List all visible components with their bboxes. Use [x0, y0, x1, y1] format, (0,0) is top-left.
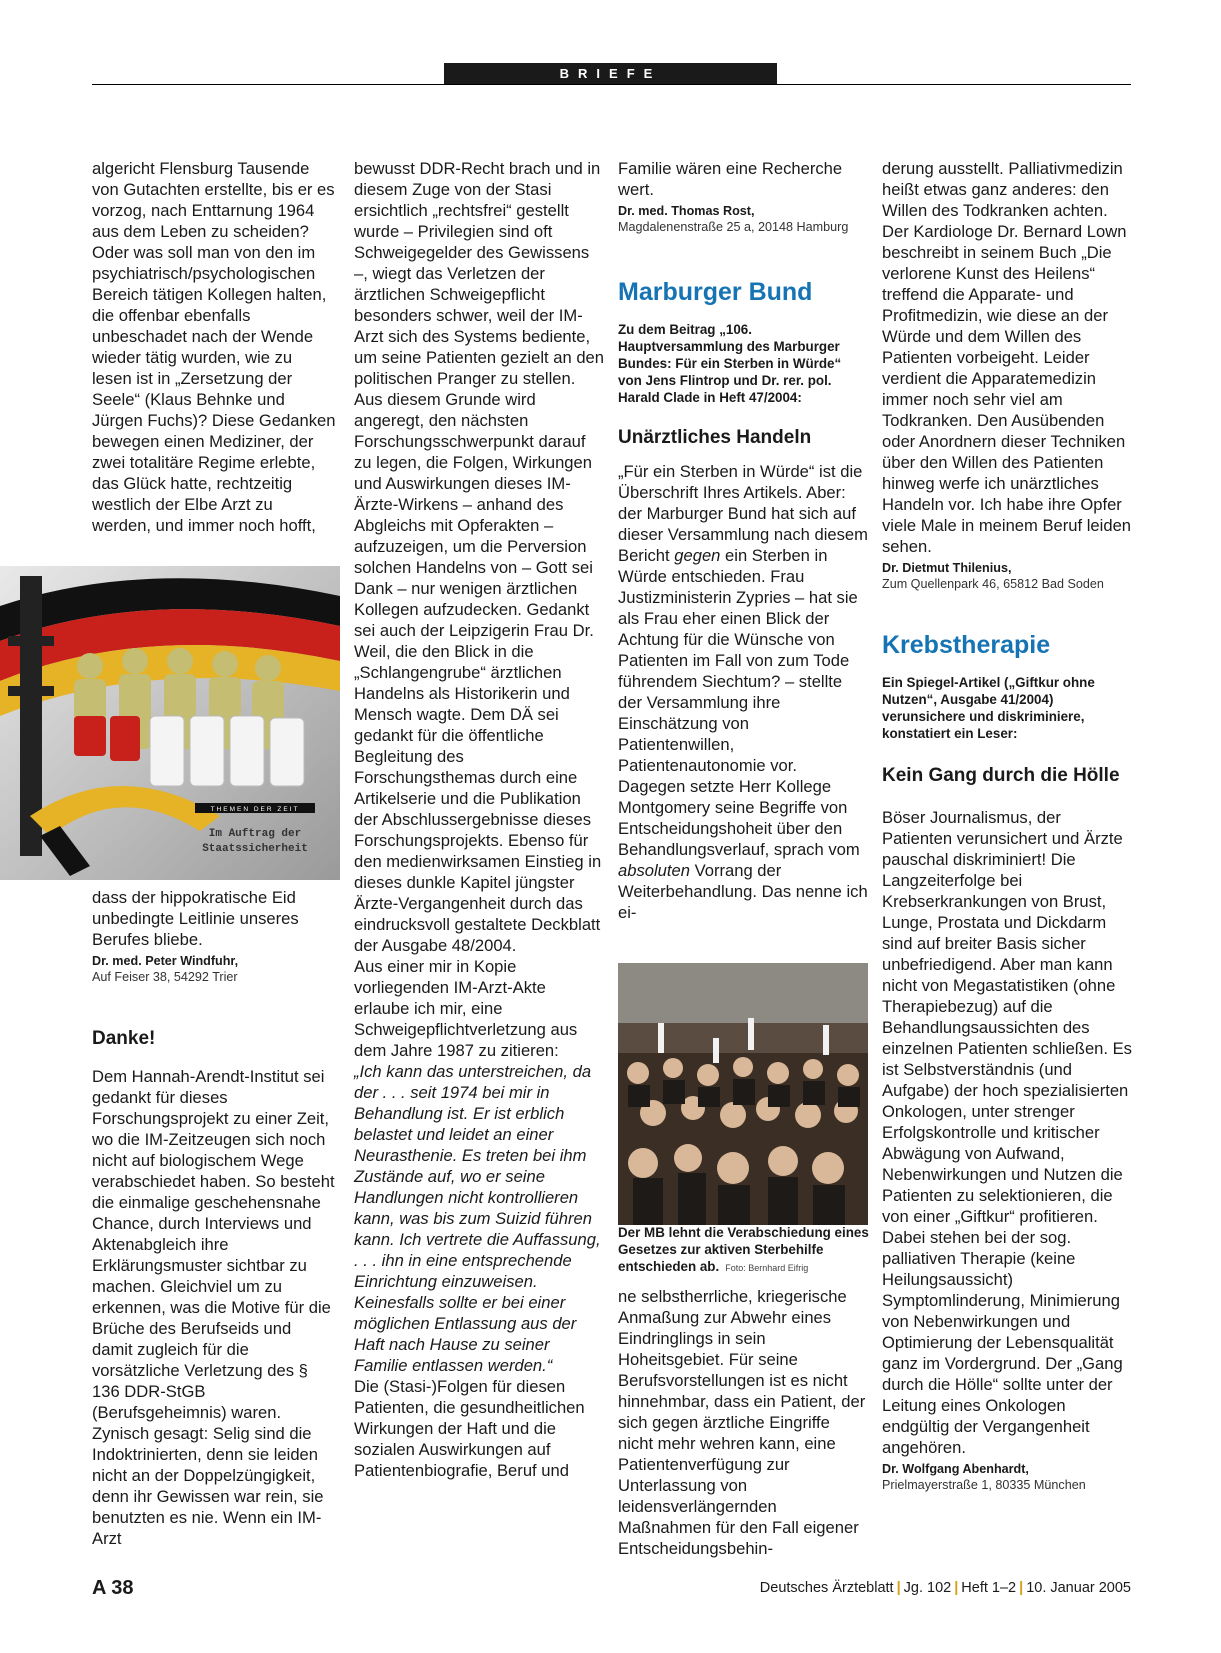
issue-date: 10. Januar 2005 — [1026, 1580, 1131, 1596]
letter-intro: Ein Spiegel-Artikel („Giftkur ohne Nutzen“, Ausgabe 41/2004) verunsichere und diskriminiere, konstatiert ein Leser: — [882, 675, 1095, 741]
cover-image-stasi — [0, 566, 340, 880]
photo-caption: Der MB lehnt die Verabschiedung eines Gesetzes zur aktiven Sterbehilfe entschieden ab. Foto: Bernhard Eifrig — [618, 1225, 869, 1274]
paragraph: Böser Journalismus, der Patienten verunsichert und Ärzte pauschal diskriminiert! Die Langzeiterfolge bei Krebserkrankungen von Brust, Lunge, Prostata und Dickdarm sind auf breiter Basis sicher unbefriedigend. Aber man kann nicht von Megastatistiken (ohne Therapiebezug) auf die Behandlungsaussichten des einzelnen Patienten schließen. Es ist Selbstverständnis (und Aufgabe) der hoch spezialisierten Onkologen, unter strenger Erfolgskontrolle und kritischer Abwägung von Aufwand, Nebenwirkungen und Nutzen die Patienten zu selektionieren, die von einer „Giftkur“ profitieren. Dabei stehen bei der sog. palliativen Therapie (keine Heilungsaussicht) Symptomlinderung, Minimierung von Nebenwirkungen und Optimierung der Lebensqualität ganz im Vordergrund. Der „Gang durch die Hölle“ sollte unter der Leitung eines Onkologen endgültig der Vergangenheit angehören. — [882, 808, 1132, 1457]
author-name: Dr. med. Thomas Rost, — [618, 204, 755, 218]
image-banner-text: THEMEN DER ZEIT — [210, 806, 300, 813]
section-title: Krebstherapie — [882, 631, 1051, 659]
paragraph: ne selbstherrliche, kriegerische Anmaßung zur Abwehr eines Eindringlings in sein Hoheitsgebiet. Für seine Berufsvorstellungen ist es nicht hinnehmbar, dass ein Patient, der sich gegen ärztliche Eingriffe nicht mehr wehren kann, eine Patientenverfügung zur Unterlassung von leidensverlängernden Maßnahmen für den Fall eigener Entscheidungsbehin- — [618, 1287, 866, 1558]
image-title-line2: Staatssicherheit — [202, 843, 308, 855]
letter-title: Unärztliches Handeln — [618, 427, 812, 448]
letter-title: Kein Gang durch die Hölle — [882, 765, 1120, 786]
author-name: Dr. Dietmut Thilenius, — [882, 561, 1012, 575]
footer-journal-info: Deutsches Ärzteblatt | Jg. 102 | Heft 1–2 | 10. Januar 2005 — [759, 1580, 1131, 1596]
paragraph: Aus einer mir in Kopie vorliegenden IM-Arzt-Akte erlaube ich mir, eine Schweigepflichtverletzung aus dem Jahre 1987 zu zitieren: — [354, 957, 578, 1060]
letter-intro: Zu dem Beitrag „106. Hauptversammlung des Marburger Bundes: Für ein Sterben in Würde“ von Jens Flintrop und Dr. rer. pol. Harald Clade in Heft 47/2004: — [618, 322, 842, 405]
paragraph: „Für ein Sterben in Würde“ ist die Überschrift Ihres Artikels. Aber: der Marburger Bund hat sich auf dieser Versammlung nach diesem Bericht gegen ein Sterben in Würde entschieden. Frau Justizministerin Zypries – hat sie als Frau eher einen Blick der Achtung für die Wünsche von Patienten im Fall von zum Tode führendem Siechtum? – stellte der Versammlung ihre Einschätzung von Patientenwillen, Patientenautonomie vor. Dagegen setzte Herr Kollege Montgomery seine Begriffe von Entscheidungshoheit über den Behandlungsverlauf, sprach vom absoluten Vorrang der Weiterbehandlung. Das nenne ich ei- — [618, 462, 868, 922]
column-1 — [92, 158, 336, 536]
quote: „Ich kann das unterstreichen, da der . . . seit 1974 bei mir in Behandlung ist. Er ist erblich belastet und leidet an einer Neurasthenie. Es treten bei ihm Zustände auf, wo er seine Handlungen nicht kontrollieren kann, was bis zum Suizid führen kann. Ich vertrete die Auffassung, . . . ihn in eine entsprechende Einrichtung einzuweisen. Keinesfalls sollte er bei einer möglichen Entlassung aus der Haft nach Hause zu seiner Familie entlassen werden.“ — [354, 1062, 601, 1375]
image-title-line1: Im Auftrag der — [208, 828, 302, 840]
section-title: Marburger Bund — [618, 278, 813, 306]
column-2 — [354, 158, 604, 1481]
paragraph: bewusst DDR-Recht brach und in diesem Zuge von der Stasi ersichtlich „rechtsfrei“ gestellt wurde – Privilegien sind oft Schweigegelder des Gewissens –, wiegt das Verletzen der ärztlichen Schweigepflicht besonders schwer, weil der IM-Arzt sich des Systems bediente, um seine Patienten gezielt an den politischen Pranger zu stellen. Aus diesem Grunde wird angeregt, den nächsten Forschungsschwerpunkt darauf zu legen, die Folgen, Wirkungen und Auswirkungen dieses IM-Ärzte-Wirkens – anhand des Abgleichs mit Opferakten – aufzuzeigen, um die Perversion solchen Handelns von – Gott sei Dank – nur wenigen ärztlichen Kollegen aufzudecken. Gedankt sei auch der Leipzigerin Frau Dr. Weil, die den Blick in die „Schlangengrube“ ärztlichen Handelns als Historikerin und Mensch wagte. Dem DÄ sei gedankt für die öffentliche Begleitung des Forschungsthemas durch eine Artikelserie und die Publikation der Abschlussergebnisse dieses Forschungsprojekts. Ebenso für den medienwirksamen Einstieg in dieses dunkle Kapitel jüngster Ärzte-Vergangenheit durch das eindrucksvoll gestaltete Deckblatt der Ausgabe 48/2004. — [354, 159, 605, 955]
journal-name: Deutsches Ärzteblatt — [759, 1580, 894, 1596]
volume: Jg. 102 — [903, 1580, 952, 1596]
header-rule — [92, 84, 1131, 85]
paragraph: Dem Hannah-Arendt-Institut sei gedankt für dieses Forschungsprojekt zu einer Zeit, wo die IM-Zeitzeugen sich noch nicht auf biologischem Wege verabschiedet haben. So besteht die einmalige geschehensnahe Chance, durch Interviews und Aktenabgleich ihre Erklärungsmuster sichtbar zu machen. Gleichviel um zu erkennen, was die Motive für die Brüche des Berufseids und damit zugleich für die vorsätzliche Verletzung des § 136 DDR-StGB (Berufsgeheimnis) waren. Zynisch gesagt: Selig sind die Indoktrinierten, denn sie leiden nicht an der Doppelzüngigkeit, denn ihr Gewissen war rein, sie benutzten es nie. Wenn ein IM-Arzt — [92, 1067, 335, 1548]
author-address: Prielmayerstraße 1, 80335 München — [882, 1478, 1086, 1492]
letter-title: Danke! — [92, 1028, 156, 1049]
paragraph: Die (Stasi-)Folgen für diesen Patienten, die gesundheitlichen Wirkungen der Haft und die sozialen Auswirkungen auf Patientenbiografie, Beruf und — [354, 1377, 585, 1480]
paragraph: algericht Flensburg Tausende von Gutachten erstellte, bis er es vorzog, nach Enttarnung 1964 aus dem Leben zu scheiden? Oder was soll man von den im psychiatrisch/psychologischen Bereich tätigen Kollegen halten, die offenbar ebenfalls unbeschadet nach der Wende wieder tätig wurden, wie zu lesen ist in „Zersetzung der Seele“ (Klaus Behnke und Jürgen Fuchs)? Diese Gedanken bewegen einen Mediziner, der zwei totalitäre Regime erlebte, das Glück hatte, rechtzeitig westlich der Elbe Arzt zu werden, und immer noch hofft, — [92, 159, 336, 535]
column-4 — [882, 158, 1132, 1493]
author-address: Magdalenenstraße 25 a, 20148 Hamburg — [618, 220, 849, 234]
paragraph: Familie wären eine Recherche wert. — [618, 159, 843, 199]
photo-credit: Foto: Bernhard Eifrig — [725, 1263, 809, 1273]
column-1-lower — [92, 887, 336, 1549]
page-number: A 38 — [92, 1577, 134, 1599]
author-name: Dr. Wolfgang Abenhardt, — [882, 1462, 1029, 1476]
author-address: Zum Quellenpark 46, 65812 Bad Soden — [882, 577, 1104, 591]
author-name: Dr. med. Peter Windfuhr, — [92, 954, 239, 968]
paragraph: derung ausstellt. Palliativmedizin heißt etwas ganz anderes: den Willen des Todkranken achten. Der Kardiologe Dr. Bernard Lown beschreibt in seinem Buch „Die verlorene Kunst des Heilens“ treffend die Apparate- und Profitmedizin, wie diese an der Würde und dem Willen des Patienten vorbeigeht. Leider verdient die Apparatemedizin immer noch sehr viel am Todkranken. Den Ausübenden oder Anordnern dieser Techniken über den Willen des Patienten hinweg werfe ich unärztliches Handeln vor. Ich habe ihre Opfer viele Male in meinem Beruf leiden sehen. — [882, 159, 1132, 556]
column-3 — [618, 158, 868, 923]
assembly-photo — [618, 963, 868, 1225]
author-address: Auf Feiser 38, 54292 Trier — [92, 970, 238, 984]
issue: Heft 1–2 — [961, 1580, 1017, 1596]
paragraph: dass der hippokratische Eid unbedingte Leitlinie unseres Berufes bliebe. — [92, 888, 299, 949]
section-header: BRIEFE — [444, 63, 777, 84]
column-3-lower — [618, 1286, 868, 1559]
